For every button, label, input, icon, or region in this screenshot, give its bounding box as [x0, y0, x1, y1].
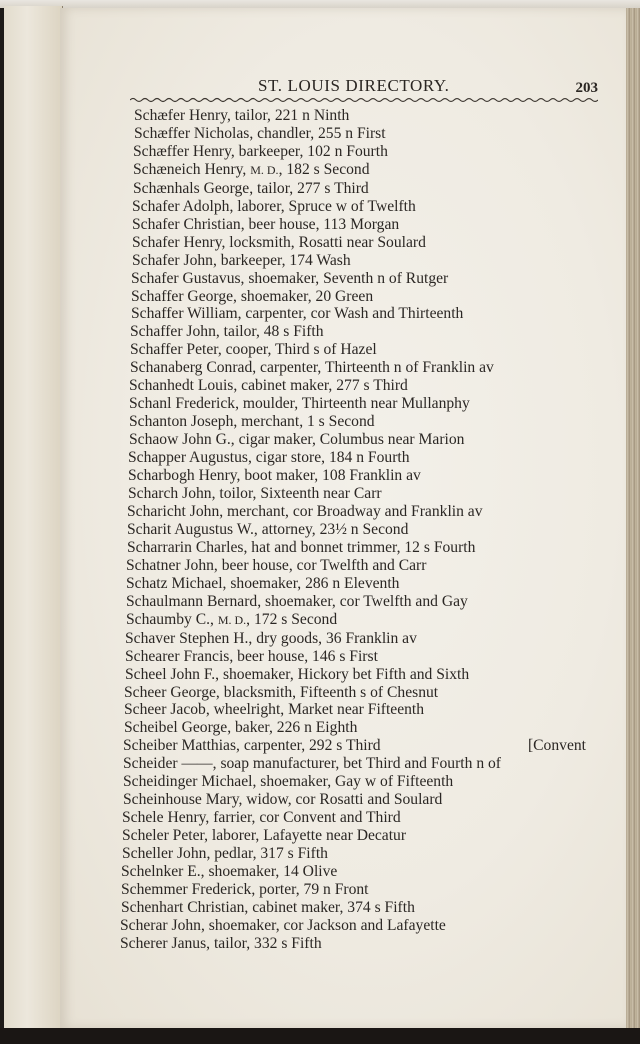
- entry-text: Scheinhouse Mary, widow, cor Rosatti and Soulard: [123, 791, 443, 809]
- directory-entry: [121, 881, 590, 899]
- entry-text: Schele Henry, farrier, cor Convent and Third: [122, 809, 401, 827]
- entry-text: Scherar John, shoemaker, cor Jackson and Lafayette: [120, 916, 446, 934]
- entry-text: Schapper Augustus, cigar store, 184 n Fourth: [128, 449, 410, 467]
- directory-entry: [122, 827, 590, 845]
- directory-entry: [128, 485, 590, 503]
- entry-text: Schafer John, barkeeper, 174 Wash: [132, 251, 351, 269]
- directory-entry: [129, 377, 590, 395]
- entry-text: Schafer Gustavus, shoemaker, Seventh n of Rutger: [131, 269, 449, 287]
- entry-text: Schemmer Frederick, porter, 79 n Front: [121, 880, 369, 898]
- directory-entry: [125, 630, 590, 648]
- directory-entry: [130, 341, 590, 359]
- entry-text: Scheer Jacob, wheelright, Market near Fifteenth: [124, 701, 425, 719]
- directory-entry: [125, 666, 590, 684]
- directory-entry: [131, 305, 590, 323]
- entry-text: Schaffer George, shoemaker, 20 Green: [131, 287, 374, 305]
- directory-entry: [123, 737, 590, 755]
- directory-entry: [133, 143, 590, 161]
- book-top-edge: [0, 0, 640, 8]
- page-stack-edge: [626, 8, 640, 1028]
- entry-text: Scheibel George, baker, 226 n Eighth: [124, 719, 358, 737]
- entry-text: Schanaberg Conrad, carpenter, Thirteenth n of Franklin av: [130, 359, 494, 377]
- entry-text: Schatz Michael, shoemaker, 286 n Eleventh: [126, 574, 400, 592]
- entry-text: Scheer George, blacksmith, Fifteenth s of Chesnut: [124, 683, 439, 701]
- directory-entry: [131, 288, 590, 306]
- directory-entry: [133, 180, 590, 198]
- directory-entry: [125, 648, 590, 666]
- entry-text: Schafer Adolph, laborer, Spruce w of Twelfth: [132, 197, 416, 215]
- entry-text: Schaffer William, carpenter, cor Wash and Thirteenth: [131, 305, 464, 323]
- directory-entry: [123, 755, 590, 773]
- entry-text: Scharbogh Henry, boot maker, 108 Franklin av: [128, 467, 421, 485]
- wavy-rule: [130, 96, 598, 104]
- directory-entry: [120, 935, 590, 953]
- entry-text: Scheiber Matthias, carpenter, 292 s Third: [123, 737, 381, 755]
- entry-text: Schænhals George, tailor, 277 s Third: [133, 179, 369, 197]
- entry-text: Schafer Christian, beer house, 113 Morgan: [132, 215, 400, 233]
- directory-entry: [127, 503, 590, 521]
- directory-entry: [129, 395, 590, 413]
- directory-entry: [124, 701, 590, 719]
- running-title: ST. LOUIS DIRECTORY.: [258, 76, 450, 95]
- entry-text: Scheider ——, soap manufacturer, bet Third and Fourth n of: [123, 755, 502, 773]
- entry-text: Scherer Janus, tailor, 332 s Fifth: [120, 934, 322, 952]
- entry-text: Scharrarin Charles, hat and bonnet trimmer, 12 s Fourth: [127, 538, 476, 556]
- entry-text: Schaffer John, tailor, 48 s Fifth: [130, 323, 324, 341]
- directory-entry: [124, 719, 590, 737]
- entry-text: Schæfer Henry, tailor, 221 n Ninth: [134, 107, 350, 124]
- directory-entry: [134, 107, 590, 125]
- directory-entry: [123, 773, 590, 791]
- directory-entry: [132, 198, 590, 216]
- entry-text: Schelnker E., shoemaker, 14 Olive: [121, 863, 338, 881]
- entry-text: Schafer Henry, locksmith, Rosatti near Soulard: [132, 233, 426, 251]
- directory-entry: [120, 917, 590, 935]
- entry-text: Schaumby C., M. D., 172 s Second: [126, 610, 338, 628]
- entry-text: Schaffer Peter, cooper, Third s of Hazel: [130, 341, 377, 359]
- directory-entry: [133, 161, 590, 180]
- entry-text: Schanton Joseph, merchant, 1 s Second: [129, 413, 375, 431]
- entry-text: Schaulmann Bernard, shoemaker, cor Twelfth and Gay: [126, 592, 468, 610]
- overflow-continuation: [Convent: [527, 737, 586, 755]
- entry-text: Schæffer Henry, barkeeper, 102 n Fourth: [133, 142, 388, 160]
- entry-text: Schatner John, beer house, cor Twelfth and Carr: [126, 556, 427, 574]
- directory-entry: [132, 252, 590, 270]
- entry-text: Schaver Stephen H., dry goods, 36 Franklin av: [125, 629, 417, 647]
- entry-text: Schanhedt Louis, cabinet maker, 277 s Third: [129, 377, 408, 395]
- directory-entry: [126, 575, 590, 593]
- directory-entry: [129, 431, 590, 449]
- page-number: 203: [575, 80, 598, 96]
- directory-entry: [129, 413, 590, 431]
- entry-text: Scharicht John, merchant, cor Broadway and Franklin av: [127, 502, 483, 520]
- entry-text: Scharit Augustus W., attorney, 23½ n Second: [127, 520, 409, 538]
- entry-text: Schæffer Nicholas, chandler, 255 n First: [134, 124, 386, 142]
- directory-entry: [134, 125, 590, 143]
- directory-entry: [128, 449, 590, 467]
- entry-text: Scheller John, pedlar, 317 s Fifth: [122, 845, 328, 863]
- directory-entry: [121, 899, 590, 917]
- entry-text: Scharch John, toilor, Sixteenth near Carr: [128, 485, 382, 503]
- directory-entry: [128, 467, 590, 485]
- directory-entry: [122, 845, 590, 863]
- entry-text: Schaow John G., cigar maker, Columbus near Marion: [129, 431, 465, 449]
- previous-page-leaf: [4, 6, 63, 1028]
- directory-entry: [126, 593, 590, 611]
- entry-text: Scheel John F., shoemaker, Hickory bet Fifth and Sixth: [125, 665, 470, 683]
- entry-text: Schanl Frederick, moulder, Thirteenth near Mullanphy: [129, 395, 470, 413]
- directory-entries: [120, 107, 590, 953]
- entry-text: Schenhart Christian, cabinet maker, 374 s Fifth: [121, 898, 415, 916]
- directory-entry: [130, 359, 590, 377]
- entry-text: Schearer Francis, beer house, 146 s First: [125, 647, 378, 665]
- directory-entry: [121, 863, 590, 881]
- directory-entry: [122, 809, 590, 827]
- directory-entry: [127, 521, 590, 539]
- md-abbreviation: M. D.: [250, 162, 279, 177]
- book-bottom-edge: [0, 1028, 640, 1044]
- directory-entry: [126, 557, 590, 575]
- entry-text: Scheler Peter, laborer, Lafayette near Decatur: [122, 827, 407, 845]
- directory-entry: [124, 684, 590, 702]
- directory-entry: [130, 323, 590, 341]
- directory-entry: [123, 791, 590, 809]
- entry-text: Scheidinger Michael, shoemaker, Gay w of Fifteenth: [123, 773, 454, 791]
- directory-entry: [131, 270, 590, 288]
- directory-entry: [132, 234, 590, 252]
- entry-text: Schæneich Henry, M. D., 182 s Second: [133, 160, 370, 178]
- directory-entry: [126, 611, 590, 630]
- directory-entry: [127, 539, 590, 557]
- directory-entry: [132, 216, 590, 234]
- md-abbreviation: M. D.: [217, 612, 247, 627]
